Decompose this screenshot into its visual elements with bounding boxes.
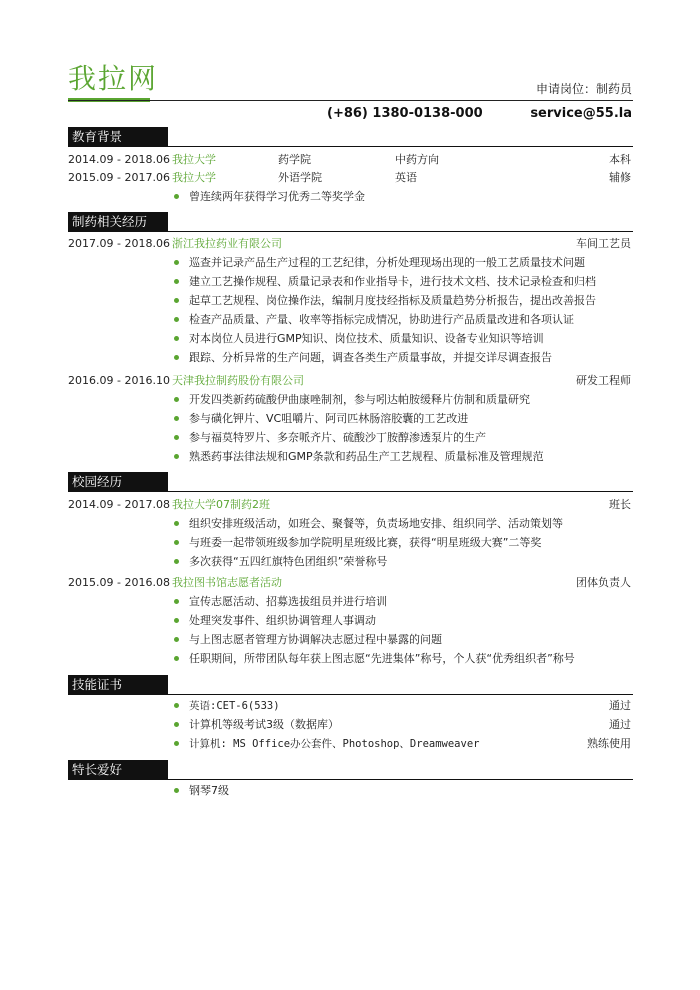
hobbies-section [68,760,633,797]
skill-level: 熟练使用 [587,737,631,750]
bullet-dot-icon [174,788,179,793]
degree: 本科 [609,153,631,166]
school-name: 我拉大学 [172,153,216,166]
section-title: 制药相关经历 [68,212,168,232]
section-divider [168,779,633,780]
list-item-text: 起草工艺规程、岗位操作法，编制月度技经指标及质量趋势分析报告，提出改善报告 [189,294,596,307]
major-name: 英语 [395,171,417,184]
entry-date: 2017.09 - 2018.06 [68,237,170,250]
bullet-dot-icon [174,741,179,746]
list-item-text: 曾连续两年获得学习优秀二等奖学金 [189,190,365,203]
list-item [174,650,575,668]
organization-name: 我拉图书馆志愿者活动 [172,576,282,589]
list-item [174,612,376,630]
list-item [174,311,574,329]
list-item [174,534,541,552]
job-role: 车间工艺员 [576,237,631,250]
entry-date: 2015.09 - 2016.08 [68,576,170,589]
list-item [174,188,365,206]
skills-section [68,675,633,750]
campus-section [68,472,633,665]
job-role: 班长 [609,498,631,511]
school-name: 我拉大学 [172,171,216,184]
section-divider [168,491,633,492]
bullet-dot-icon [174,722,179,727]
education-entry [68,169,633,187]
list-item [174,330,544,348]
entry-date: 2014.09 - 2018.06 [68,153,170,166]
bullet-dot-icon [174,599,179,604]
bullet-dot-icon [174,618,179,623]
list-item-text: 巡查并记录产品生产过程的工艺纪律，分析处理现场出现的一般工艺质量技术问题 [189,256,585,269]
skill-text: 英语:CET-6(533) [189,700,280,712]
candidate-name: 我拉网 [68,62,159,95]
list-item-text: 处理突发事件、组织协调管理人事调动 [189,614,376,627]
bullet-dot-icon [174,260,179,265]
entry-date: 2014.09 - 2017.08 [68,498,170,511]
list-item-text: 宣传志愿活动、招募选拔组员并进行培训 [189,595,387,608]
section-header [68,675,633,695]
section-header [68,127,633,147]
bullet-dot-icon [174,416,179,421]
campus-entry [68,574,633,592]
list-item [174,448,544,466]
entry-date: 2015.09 - 2017.06 [68,171,170,184]
section-header [68,760,633,780]
list-item [174,292,596,310]
skill-level: 通过 [609,699,631,712]
list-item [174,593,387,611]
list-item-text: 建立工艺操作规程、质量记录表和作业指导卡，进行技术文档、技术记录检查和归档 [189,275,596,288]
list-item-text: 参与磺化钾片、VC咀嚼片、阿司匹林肠溶胶囊的工艺改进 [189,412,469,425]
list-item-text: 跟踪、分析异常的生产问题，调查各类生产质量事故，并提交详尽调查报告 [189,351,552,364]
bullet-dot-icon [174,454,179,459]
skill-text: 计算机等级考试3级（数据库） [189,718,339,731]
list-item [174,782,229,800]
bullet-dot-icon [174,194,179,199]
list-item-text: 检查产品质量、产量、收率等指标完成情况，协助进行产品质量改进和各项认证 [189,313,574,326]
bullet-dot-icon [174,521,179,526]
list-item [174,515,563,533]
section-title: 特长爱好 [68,760,168,780]
section-header [68,472,633,492]
bullet-dot-icon [174,435,179,440]
bullet-dot-icon [174,540,179,545]
list-item-text: 熟悉药事法律法规和GMP条款和药品生产工艺规程、质量标准及管理规范 [189,450,544,463]
list-item [174,254,585,272]
job-role: 研发工程师 [576,374,631,387]
list-item-text: 参与福莫特罗片、多奈哌齐片、硫酸沙丁胺醇渗透泵片的生产 [189,431,486,444]
work-section [68,212,633,463]
list-item-text: 开发四类新药硫酸伊曲康唑制剂，参与吲达帕胺缓释片仿制和质量研究 [189,393,530,406]
bullet-dot-icon [174,637,179,642]
section-header [68,212,633,232]
work-entry [68,235,633,253]
bullet-dot-icon [174,355,179,360]
list-item-text: 对本岗位人员进行GMP知识、岗位技术、质量知识、设备专业知识等培训 [189,332,544,345]
skill-text: 计算机: MS Office办公套件、Photoshop、Dreamweaver [189,738,480,750]
bullet-dot-icon [174,559,179,564]
college-name: 药学院 [278,153,311,166]
entry-date: 2016.09 - 2016.10 [68,374,170,387]
list-item [174,631,442,649]
education-section [68,127,633,203]
section-title: 教育背景 [68,127,168,147]
organization-name: 我拉大学07制药2班 [172,498,270,511]
list-item [174,391,530,409]
section-title: 技能证书 [68,675,168,695]
education-entry [68,151,633,169]
company-name: 天津我拉制药股份有限公司 [172,374,304,387]
section-divider [168,146,633,147]
email-address[interactable]: service@55.la [530,106,632,121]
degree: 辅修 [609,171,631,184]
section-divider [168,694,633,695]
campus-entry [68,496,633,514]
list-item-text: 多次获得“五四红旗特色团组织”荣誉称号 [189,555,388,568]
list-item-text: 与班委一起带领班级参加学院明星班级比赛，获得“明星班级大赛”二等奖 [189,536,542,549]
bullet-dot-icon [174,298,179,303]
list-item [174,273,596,291]
section-divider [168,231,633,232]
bullet-dot-icon [174,336,179,341]
list-item [174,553,387,571]
list-item [174,349,552,367]
section-title: 校园经历 [68,472,168,492]
bullet-dot-icon [174,279,179,284]
list-item [174,697,280,715]
header-divider [68,100,633,101]
company-name: 浙江我拉药业有限公司 [172,237,282,250]
skill-level: 通过 [609,718,631,731]
list-item [174,410,468,428]
list-item [174,429,486,447]
hobby-text: 钢琴7级 [189,784,229,797]
job-role: 团体负责人 [576,576,631,589]
bullet-dot-icon [174,703,179,708]
bullet-dot-icon [174,656,179,661]
list-item [174,735,479,753]
list-item-text: 任职期间，所带团队每年获上图志愿“先进集体”称号，个人获“优秀组织者”称号 [189,652,575,665]
college-name: 外语学院 [278,171,322,184]
major-name: 中药方向 [395,153,439,166]
work-entry [68,372,633,390]
list-item-text: 组织安排班级活动，如班会、聚餐等，负责场地安排、组织同学、活动策划等 [189,517,563,530]
list-item-text: 与上图志愿者管理方协调解决志愿过程中暴露的问题 [189,633,442,646]
bullet-dot-icon [174,317,179,322]
phone-number: (+86) 1380-0138-000 [327,106,483,121]
list-item [174,716,339,734]
applied-position: 申请岗位：制药员 [535,82,632,96]
bullet-dot-icon [174,397,179,402]
